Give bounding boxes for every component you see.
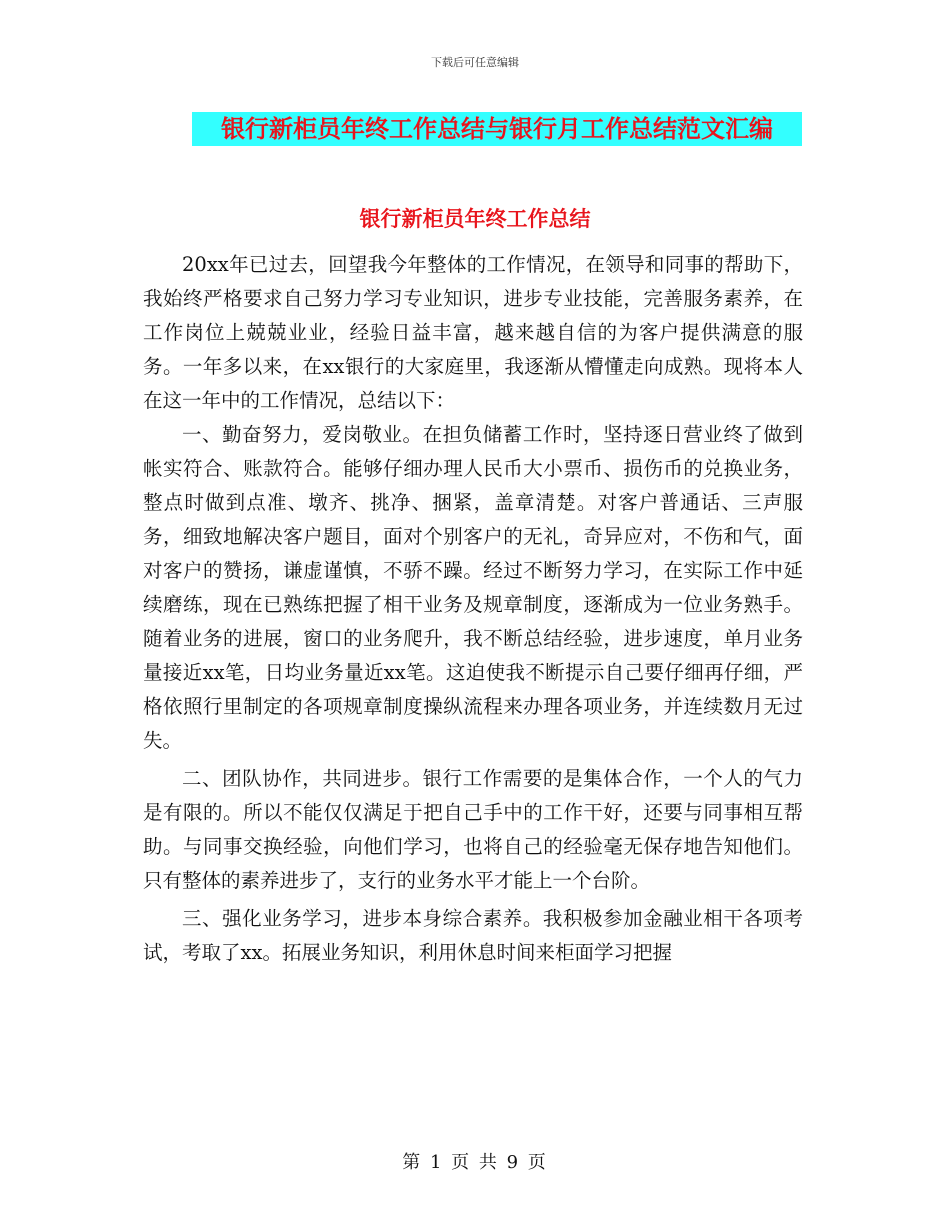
header-note: 下载后可任意编辑 xyxy=(431,56,519,69)
document-title: 银行新柜员年终工作总结与银行月工作总结范文汇编 xyxy=(192,112,802,146)
page-footer: 第 1 页 共 9 页 xyxy=(402,1152,548,1173)
body-text xyxy=(143,248,803,970)
paragraph-point-2: 二、团队协作，共同进步。银行工作需要的是集体合作，一个人的气力是有限的。所以不能仅仅满足于把自己手中的工作干好，还要与同事相互帮助。与同事交换经验，向他们学习，也将自己的经验毫无保存地告知他们。只有整体的素养进步了，支行的业务水平才能上一个台阶。 xyxy=(143,767,803,892)
paragraph-point-3: 三、强化业务学习，进步本身综合素养。我积极参加金融业相干各项考试，考取了xx。拓展业务知识，利用休息时间来柜面学习把握 xyxy=(143,907,803,964)
section-title: 银行新柜员年终工作总结 xyxy=(359,207,591,231)
paragraph-intro: 20xx年已过去，回望我今年整体的工作情况，在领导和同事的帮助下，我始终严格要求自己努力学习专业知识，进步专业技能，完善服务素养，在工作岗位上兢兢业业，经验日益丰富，越来越自信的为客户提供满意的服务。一年多以来，在xx银行的大家庭里，我逐渐从懵懂走向成熟。现将本人在这一年中的工作情况，总结以下： xyxy=(143,253,803,412)
paragraph-point-1: 一、勤奋努力，爱岗敬业。在担负储蓄工作时，坚持逐日营业终了做到帐实符合、账款符合。能够仔细办理人民币大小票币、损伤币的兑换业务，整点时做到点准、墩齐、挑净、捆紧，盖章清楚。对客户普通话、三声服务，细致地解决客户题目，面对个别客户的无礼，奇异应对，不伤和气，面对客户的赞扬，谦虚谨慎，不骄不躁。经过不断努力学习，在实际工作中延续磨练，现在已熟练把握了相干业务及规章制度，逐渐成为一位业务熟手。随着业务的进展，窗口的业务爬升，我不断总结经验，进步速度，单月业务量接近xx笔，日均业务量近xx笔。这迫使我不断提示自己要仔细再仔细，严格依照行里制定的各项规章制度操纵流程来办理各项业务，并连续数月无过失。 xyxy=(143,423,803,752)
